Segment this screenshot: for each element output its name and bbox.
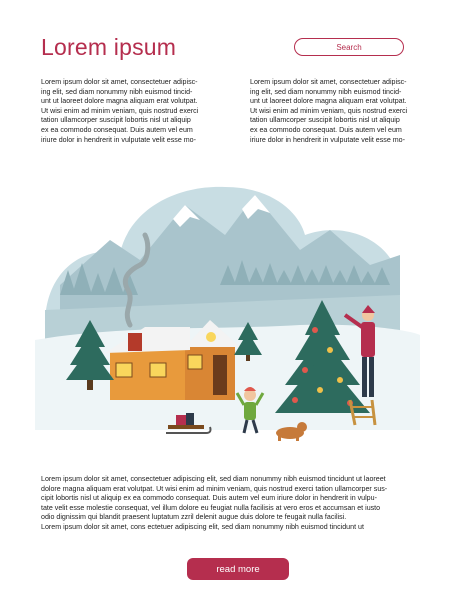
intro-column-right: Lorem ipsum dolor sit amet, consectetuer adipisc- ing elit, sed diam nonummy nibh euismod tincid- unt ut laoreet dolore magna aliquam erat volutpat. Ut wisi enim ad minim veniam, quis nostrud exerci tation ullamcorper suscipit lobortis nisl ut aliquip ex ea commodo consequat. Duis autem vel eum iriure dolor in hendrerit in vulputate velit esse mo- [250,78,408,144]
house-door [213,355,227,395]
attic-window [206,332,216,342]
read-more-button[interactable] [187,558,289,580]
house-window [116,363,132,377]
search-label: Search [336,42,362,52]
search-input[interactable] [294,38,404,56]
house-window [188,355,202,369]
chimney [128,333,142,351]
house-window [150,363,166,377]
house-gable-wall [185,345,235,400]
page-title: Lorem ipsum [41,34,177,60]
intro-column-left: Lorem ipsum dolor sit amet, consectetuer adipisc- ing elit, sed diam nonummy nibh euismod tincid- unt ut laoreet dolore magna aliquam erat volutpat. Ut wisi enim ad minim veniam, quis nostrud exerci tation ullamcorper suscipit lobortis nisl ut aliquip ex ea commodo consequat. Duis autem vel eum iriure dolor in hendrerit in vulputate velit esse mo- [41,78,199,144]
winter-scene-illustration [0,175,453,470]
read-more-label: read more [216,563,260,575]
body-paragraph: Lorem ipsum dolor sit amet, consectetuer adipiscing elit, sed diam nonummy nibh euismod tincidunt ut laoreet dolore magna aliquam erat volutpat. Ut wisi enim ad minim veniam, quis nostrud exerci tation ullamcorper sus- cipit lobortis nisl ut aliquip ex ea commodo consequat. Duis autem vel eum iriure dolor in hendrerit in vulpu- tate velit esse molestie consequat, vel illum dolore eu feugiat nulla facilisis at vero eros et accumsan et iusto odio dignissim qui blandit praesent luptatum zzril delenit augue duis dolore te feugait nulla facilisi. Lorem ipsum dolor sit amet, cons ectetuer adipiscing elit, sed diam nonummy nibh euismod tincidunt ut [41,475,388,531]
